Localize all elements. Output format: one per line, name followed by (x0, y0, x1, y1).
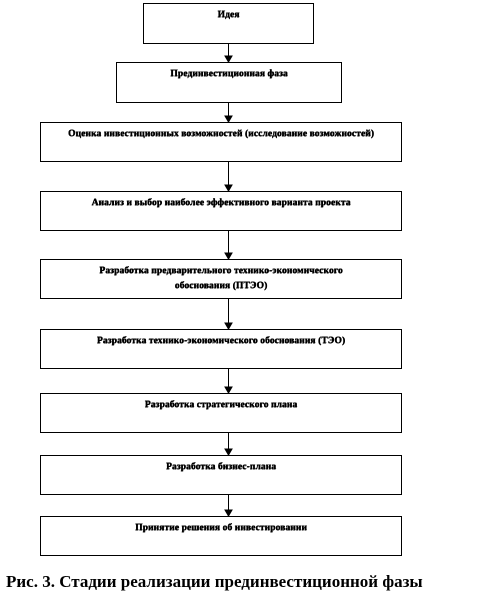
stage-business-plan-label: Разработка бизнес-плана (165, 462, 277, 472)
stage-idea-label: Идея (217, 10, 240, 20)
stage-analysis-selection-label: Анализ и выбор наиболее эффективного варианта проекта (91, 198, 351, 208)
stage-opportunity-assessment-label: Оценка инвестиционных возможностей (исследование возможностей) (67, 129, 374, 139)
arrow-idea-to-phase (225, 44, 232, 62)
stage-investment-decision-label: Принятие решения об инвестировании (135, 523, 307, 533)
arrow-phase-to-opportunity (225, 103, 232, 122)
arrow-strategic-to-business (225, 433, 232, 455)
stage-preinvestment-phase-label: Прединвестиционная фаза (170, 69, 288, 79)
arrow-teo-to-strategic (225, 369, 232, 393)
stage-pteo-label: Разработка предварительного технико-экономического обоснования (ПТЭО) (99, 266, 343, 291)
stage-strategic-plan-label: Разработка стратегического плана (144, 400, 298, 410)
stage-teo-label: Разработка технико-экономического обоснования (ТЭО) (96, 336, 346, 346)
arrow-business-to-decision (225, 495, 232, 516)
figure-caption: Рис. 3. Стадии реализации прединвестиционной фазы (6, 572, 423, 591)
arrow-pteo-to-teo (225, 299, 232, 329)
arrow-analysis-to-pteo (225, 231, 232, 259)
arrow-opportunity-to-analysis (225, 162, 232, 191)
